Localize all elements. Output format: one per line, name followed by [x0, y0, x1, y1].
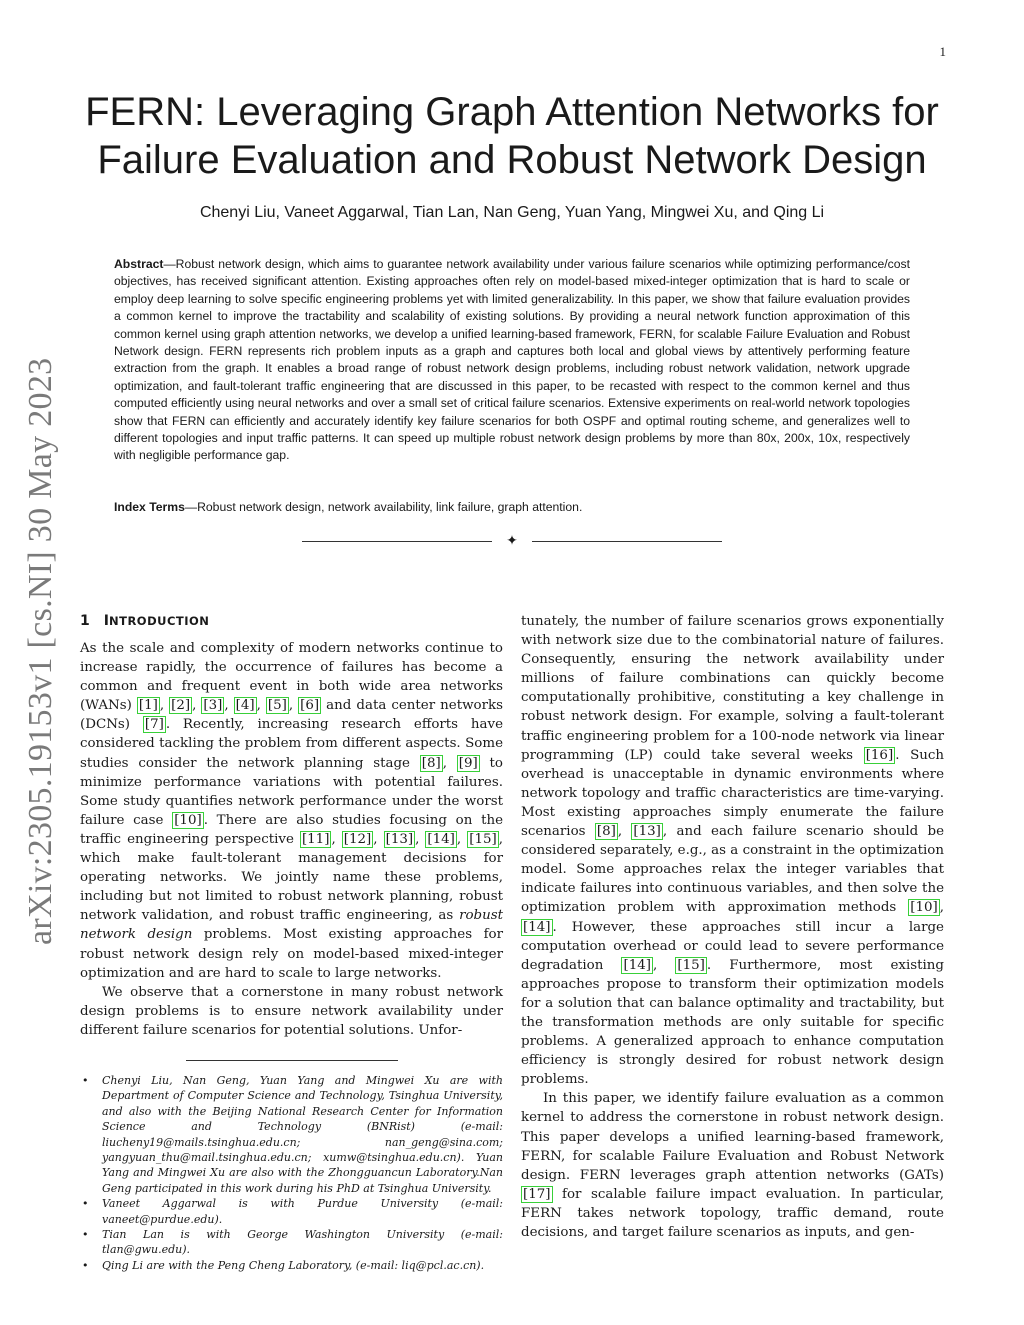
section-title-initial: I: [103, 613, 109, 629]
footnote-text: Tian Lan is with George Washington University (e-mail: tlan@gwu.edu).: [102, 1228, 503, 1257]
text-run: ,: [288, 698, 299, 714]
text-run: ,: [652, 957, 676, 973]
text-run: . Furthermore, most existing approaches propose to transform their optimization models for a solution that can balance optimality and tractability, but the transformation methods are only suitable for specific problems. A generalized approach to enhance computation efficiency is strongly desired for robust network design problems.: [521, 957, 944, 1088]
citation-link[interactable]: [5]: [267, 698, 287, 714]
citation-link[interactable]: [14]: [623, 957, 651, 973]
text-run: ,: [224, 698, 234, 714]
text-run: ,: [159, 698, 170, 714]
paragraph-intro-1: [80, 639, 503, 983]
citation-link[interactable]: [16]: [865, 747, 894, 763]
bullet-icon: •: [82, 1258, 89, 1272]
text-run: , and each failure scenario should be considered separately, e.g., as a constraint in the optimization model. Some approaches relax the integer variables that indicate failures into continuous variables, and then solve the optimization problem with approximation methods: [521, 824, 944, 916]
index-terms-text: —Robust network design, network availability, link failure, graph attention.: [184, 500, 583, 514]
bullet-icon: •: [82, 1197, 89, 1211]
title-line-2: Failure Evaluation and Robust Network Design: [97, 138, 927, 182]
citation-link[interactable]: [13]: [385, 831, 414, 847]
abstract-text: —Robust network design, which aims to guarantee network availability under various failure scenarios while optimizing performance/cost objectives, has received significant attention. Existing approaches often rely on model-based mixed-integer optimization that is hard to scale or employ deep learning to solve specific engineering problems yet with limited generalizability. In this paper, we show that failure evaluation provides a common kernel to improve the tractability and scalability of existing solutions. By providing a neural network function approximation of this common kernel using graph attention networks, we develop a unified learning-based framework, FERN, for scalable Failure Evaluation and Robust Network design. FERN represents rich problem inputs as a graph and captures both local and global views by attentively performing feature extraction from the graph. It enables a broad range of robust network design problems, including robust network validation, network upgrade optimization, and fault-tolerant traffic engineering that are discussed in this paper, to be recasted with respect to the common kernel and thus computed efficiently using neural networks and over a small set of critical failure scenarios. Extensive experiments on real-world network topologies show that FERN can efficiently and accurately identify key failure scenarios for both OSPF and optimal routing scheme, and generalizes well to different topologies and input traffic patterns. It can speed up multiple robust network design problems by more than 80x, 200x, 10x, respectively with negligible performance gap.: [114, 257, 910, 463]
citation-link[interactable]: [14]: [427, 831, 455, 847]
bullet-icon: •: [82, 1074, 89, 1087]
text-run: tunately, the number of failure scenarios grows exponentially with network size due to the combinatorial nature of failures. Consequently, ensuring the network availability under millions of failure combinations can quickly become computationally prohibitive, constituting a key challenge in robust network design. For example, solving a fault-tolerant traffic engineering problem for a 100-node network via linear programming (LP) could take several weeks: [521, 614, 944, 763]
section-divider: [302, 534, 722, 550]
paper-title: [60, 88, 964, 184]
text-run: . Such overhead is unacceptable in dynamic environments where network topology and traffic characteristics are time-varying. Most existing approaches simply enumerate the failure scenarios: [521, 747, 944, 840]
page-number: 1: [939, 44, 946, 59]
divider-rule-right: [532, 541, 722, 542]
citation-link[interactable]: [4]: [235, 698, 255, 714]
citation-link[interactable]: [15]: [469, 831, 497, 847]
citation-link[interactable]: [6]: [300, 698, 320, 714]
diamond-ornament-icon: ✦: [506, 533, 518, 549]
citation-link[interactable]: [9]: [458, 755, 478, 771]
text-run: for scalable failure impact evaluation. In particular, FERN takes network topology, traffic demand, route decisions, and target failure scenarios as inputs, and gen-: [521, 1186, 944, 1240]
text-run: As the scale and complexity of modern networks continue to increase rapidly, the occurrence of failures has become a common and frequent event in both wide area networks (WANs): [80, 641, 503, 714]
divider-rule-left: [302, 541, 492, 542]
footnote-text: Chenyi Liu, Nan Geng, Yuan Yang and Mingwei Xu are with Department of Computer Science and Technology, Tsinghua University, and also with the Beijing National Research Center for Information Science and Technology (BNRist) (e-mail: liucheny19@mails.tsinghua.edu.cn; nan_geng@sina.com; yangyuan_thu@mail.tsinghua.edu.cn; xumw@tsinghua.edu.cn). Yuan Yang and Mingwei Xu are also with the Zhongguancun Laboratory.Nan Geng participated in this work during his PhD at Tsinghua University.: [102, 1074, 503, 1195]
citation-link[interactable]: [7]: [144, 717, 164, 733]
right-column: [521, 612, 944, 1242]
affiliation-footnotes: [80, 1073, 503, 1273]
text-run: ,: [373, 831, 384, 847]
emphasized-term: robust network design: [80, 908, 503, 943]
index-terms: [114, 499, 910, 516]
title-line-1: FERN: Leveraging Graph Attention Networks for: [85, 90, 939, 134]
bullet-icon: •: [82, 1228, 89, 1242]
footnote-item: [80, 1196, 503, 1227]
text-run: and data center networks (DCNs): [80, 698, 503, 733]
footnote-item: [80, 1227, 503, 1258]
text-run: . However, these approaches still incur a large computation overhead or could lead to severe performance degradation: [521, 919, 944, 973]
footnote-text: Vaneet Aggarwal is with Purdue University (e-mail: vaneet@purdue.edu).: [102, 1197, 503, 1226]
text-run: problems. Most existing approaches for robust network design rely on model-based mixed-integer optimization and are hard to scale to large networks.: [80, 927, 503, 981]
text-run: ,: [192, 698, 202, 714]
footnote-text: Qing Li are with the Peng Cheng Laboratory, (e-mail: liq@pcl.ac.cn).: [102, 1258, 485, 1272]
text-run: ,: [939, 900, 944, 916]
citation-link[interactable]: [13]: [633, 824, 661, 840]
citation-link[interactable]: [14]: [523, 919, 551, 935]
citation-link[interactable]: [8]: [421, 755, 441, 771]
footnote-item: [80, 1258, 503, 1273]
text-run: ,: [331, 831, 342, 847]
text-run: ,: [256, 698, 266, 714]
text-run: ,: [442, 755, 457, 771]
citation-link[interactable]: [10]: [174, 812, 202, 828]
text-run: ,: [415, 831, 426, 847]
paragraph-intro-2-continued: [521, 612, 944, 1089]
section-heading-introduction: [80, 612, 503, 630]
citation-link[interactable]: [10]: [910, 900, 938, 916]
arxiv-identifier-stamp: arXiv:2305.19153v1 [cs.NI] 30 May 2023: [22, 357, 59, 945]
text-run: , which make fault-tolerant management decisions for operating networks. We jointly name these problems, including but not limited to robust network planning, robust network validation, and robust traffic engineering, as: [80, 831, 504, 924]
abstract: [114, 256, 910, 465]
left-column: [80, 612, 503, 1040]
text-run: ,: [617, 824, 632, 840]
abstract-label: Abstract: [114, 257, 164, 271]
text-run: In this paper, we identify failure evaluation as a common kernel to address the cornerstone in robust network design. This paper develops a unified learning-based framework, FERN, for scalable Failure Evaluation and Robust Network design. FERN leverages graph attention networks (GATs): [521, 1091, 944, 1183]
citation-link[interactable]: [2]: [171, 698, 191, 714]
text-run: to minimize performance variations with potential failures. Some study quantifies network performance under the worst failure case: [80, 755, 503, 828]
citation-link[interactable]: [1]: [138, 698, 158, 714]
citation-link[interactable]: [8]: [596, 824, 616, 840]
author-list: Chenyi Liu, Vaneet Aggarwal, Tian Lan, Nan Geng, Yuan Yang, Mingwei Xu, and Qing Li: [199, 204, 825, 221]
footnote-separator: [186, 1060, 398, 1061]
text-run: . There are also studies focusing on the traffic engineering perspective: [80, 812, 503, 847]
paragraph-intro-3: [521, 1089, 944, 1242]
citation-link[interactable]: [17]: [523, 1186, 551, 1202]
section-title-rest: NTRODUCTION: [108, 614, 210, 628]
paragraph-intro-2: We observe that a cornerstone in many robust network design problems is to ensure network availability under different failure scenarios for potential solutions. Unfor-: [80, 984, 503, 1038]
citation-link[interactable]: [12]: [343, 831, 372, 847]
citation-link[interactable]: [3]: [203, 698, 223, 714]
section-number: 1: [80, 613, 90, 629]
citation-link[interactable]: [11]: [301, 831, 330, 847]
index-terms-label: Index Terms: [114, 500, 185, 514]
text-run: ,: [456, 831, 468, 847]
citation-link[interactable]: [15]: [677, 957, 705, 973]
footnote-item: [80, 1073, 503, 1196]
text-run: . Recently, increasing research efforts have considered tackling the problem from different aspects. Some studies consider the network planning stage: [80, 717, 503, 771]
